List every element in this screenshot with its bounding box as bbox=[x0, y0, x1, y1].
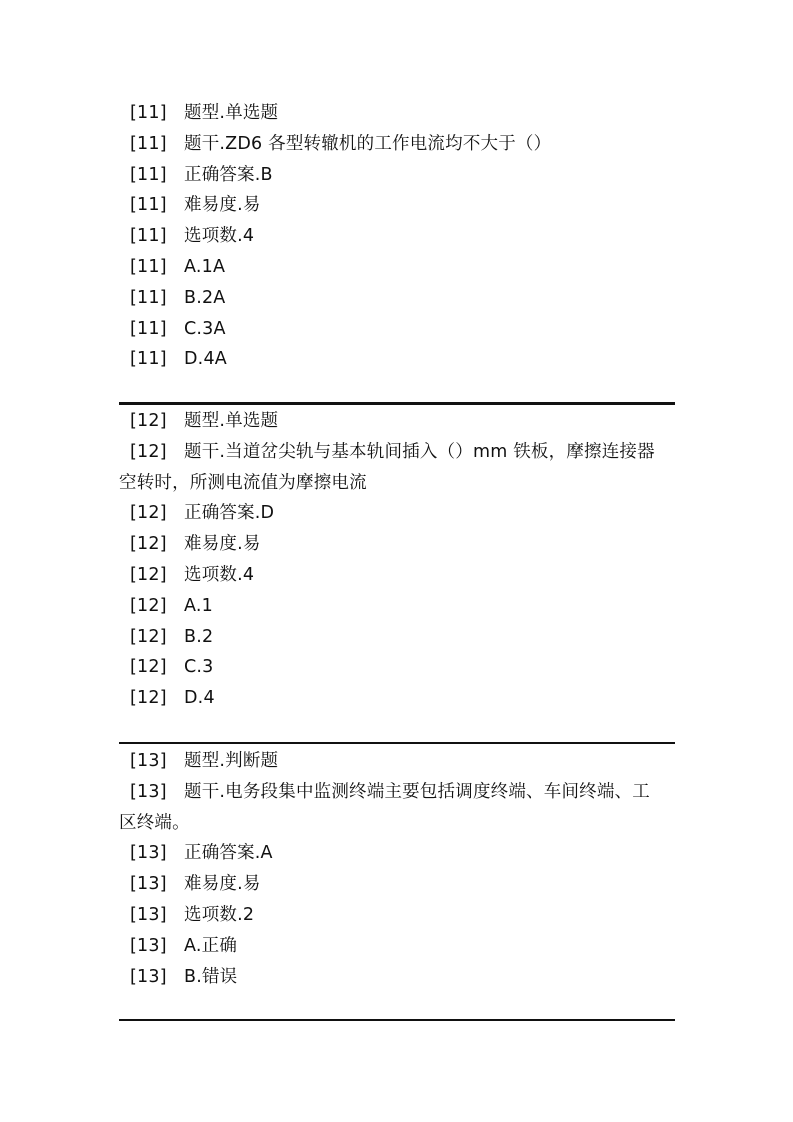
question-tag: [12] bbox=[130, 657, 167, 678]
question-13 bbox=[119, 746, 675, 992]
question-option-line bbox=[119, 344, 675, 375]
question-option: D.4A bbox=[184, 349, 227, 370]
question-type-line bbox=[119, 98, 675, 129]
section-divider bbox=[119, 402, 675, 405]
question-stem: 题干.ZD6 各型转辙机的工作电流均不大于（） bbox=[184, 133, 552, 154]
question-option-count: 选项数.2 bbox=[184, 904, 255, 925]
question-option-count: 选项数.4 bbox=[184, 226, 255, 247]
question-stem-cont: 区终端。 bbox=[119, 812, 190, 833]
question-difficulty-line bbox=[119, 869, 675, 900]
question-answer: 正确答案.A bbox=[184, 843, 273, 864]
question-option: A.正确 bbox=[184, 935, 238, 956]
question-tag: [11] bbox=[130, 133, 167, 154]
question-11 bbox=[119, 98, 675, 375]
question-option-line bbox=[119, 314, 675, 345]
question-tag: [12] bbox=[130, 688, 167, 709]
question-tag: [13] bbox=[130, 904, 167, 925]
question-option-line bbox=[119, 652, 675, 683]
question-option: B.2 bbox=[184, 626, 214, 647]
question-tag: [11] bbox=[130, 103, 167, 123]
question-answer: 正确答案.B bbox=[184, 164, 273, 185]
question-option-count: 选项数.4 bbox=[184, 564, 255, 585]
question-tag: [11] bbox=[130, 226, 167, 247]
question-stem-continuation bbox=[119, 468, 675, 499]
question-tag: [12] bbox=[130, 503, 167, 524]
question-option-line bbox=[119, 283, 675, 314]
question-option: B.2A bbox=[184, 287, 226, 308]
question-tag: [11] bbox=[130, 349, 167, 370]
question-tag: [12] bbox=[130, 534, 167, 555]
question-tag: [13] bbox=[130, 874, 167, 895]
question-answer-line bbox=[119, 160, 675, 191]
question-stem: 题干.电务段集中监测终端主要包括调度终端、车间终端、工 bbox=[184, 781, 650, 802]
question-option-line bbox=[119, 931, 675, 962]
question-tag: [13] bbox=[130, 751, 167, 771]
question-option: A.1A bbox=[184, 256, 226, 277]
question-tag: [12] bbox=[130, 411, 167, 431]
question-tag: [11] bbox=[130, 318, 167, 339]
question-option-line bbox=[119, 252, 675, 283]
question-stem-line bbox=[119, 777, 675, 808]
question-12 bbox=[119, 406, 675, 714]
question-option-line bbox=[119, 962, 675, 993]
question-tag: [11] bbox=[130, 287, 167, 308]
question-option-count-line bbox=[119, 900, 675, 931]
question-type: 题型.判断题 bbox=[184, 751, 279, 771]
question-option: C.3A bbox=[184, 318, 226, 339]
question-option-line bbox=[119, 622, 675, 653]
question-answer-line bbox=[119, 838, 675, 869]
question-option-line bbox=[119, 683, 675, 714]
question-tag: [13] bbox=[130, 935, 167, 956]
question-answer-line bbox=[119, 498, 675, 529]
question-tag: [12] bbox=[130, 595, 167, 616]
question-difficulty: 难易度.易 bbox=[184, 874, 261, 895]
question-tag: [11] bbox=[130, 164, 167, 185]
question-option-count-line bbox=[119, 221, 675, 252]
question-difficulty: 难易度.易 bbox=[184, 534, 261, 555]
section-divider bbox=[119, 742, 675, 744]
question-stem: 题干.当道岔尖轨与基本轨间插入（）mm 铁板，摩擦连接器 bbox=[184, 441, 655, 462]
question-option: A.1 bbox=[184, 595, 213, 616]
question-tag: [12] bbox=[130, 626, 167, 647]
section-divider bbox=[119, 1019, 675, 1021]
question-stem-line bbox=[119, 437, 675, 468]
question-tag: [11] bbox=[130, 256, 167, 277]
question-stem-cont: 空转时，所测电流值为摩擦电流 bbox=[119, 472, 367, 493]
question-type: 题型.单选题 bbox=[184, 103, 279, 123]
question-difficulty-line bbox=[119, 190, 675, 221]
question-difficulty: 难易度.易 bbox=[184, 195, 261, 216]
question-type-line bbox=[119, 746, 675, 777]
question-option: B.错误 bbox=[184, 966, 238, 987]
question-tag: [13] bbox=[130, 966, 167, 987]
question-tag: [11] bbox=[130, 195, 167, 216]
question-tag: [12] bbox=[130, 564, 167, 585]
question-option-line bbox=[119, 591, 675, 622]
question-type-line bbox=[119, 406, 675, 437]
question-tag: [13] bbox=[130, 781, 167, 802]
question-stem-continuation bbox=[119, 808, 675, 839]
question-option: C.3 bbox=[184, 657, 214, 678]
question-stem-line bbox=[119, 129, 675, 160]
question-option: D.4 bbox=[184, 688, 215, 709]
question-tag: [13] bbox=[130, 843, 167, 864]
question-answer: 正确答案.D bbox=[184, 503, 275, 524]
question-option-count-line bbox=[119, 560, 675, 591]
question-tag: [12] bbox=[130, 441, 167, 462]
question-difficulty-line bbox=[119, 529, 675, 560]
question-type: 题型.单选题 bbox=[184, 411, 279, 431]
